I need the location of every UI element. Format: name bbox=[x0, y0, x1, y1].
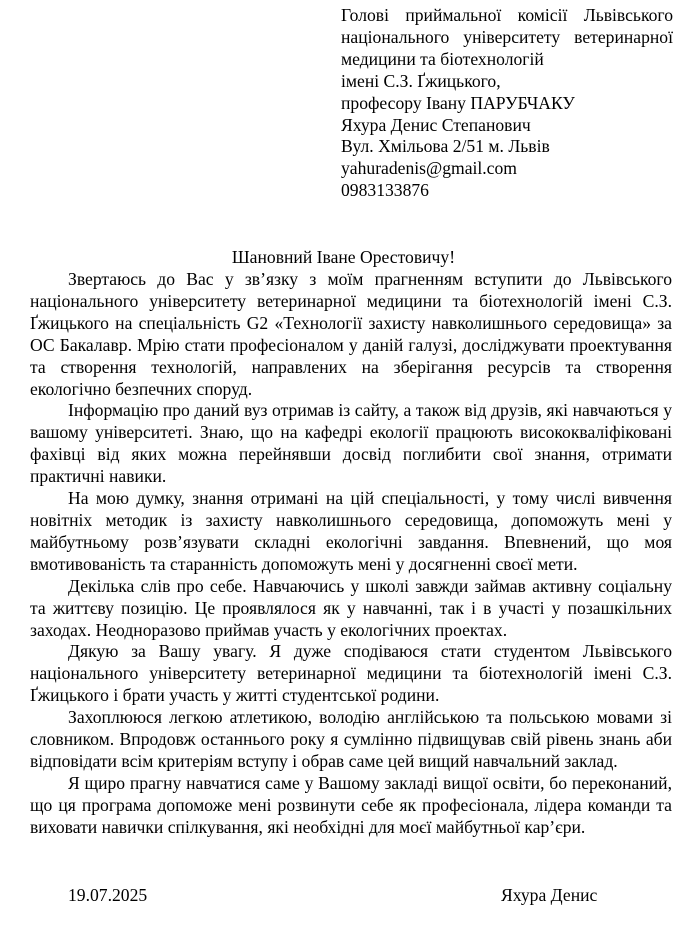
addressee-block bbox=[341, 5, 673, 202]
paragraph: Дякую за Вашу увагу. Я дуже сподіваюся стати студентом Львівського національного університету ветеринарної медицини та біотехнологій імені С.З. Ґжицького і брати участь у житті студентської родини. bbox=[30, 641, 672, 706]
letter-body bbox=[30, 269, 672, 839]
sender-phone: 0983133876 bbox=[341, 180, 429, 201]
addressee-line: національного університету ветеринарної bbox=[341, 26, 673, 47]
paragraph: Я щиро прагну навчатися саме у Вашому закладі вищої освіти, бо переконаний, що ця програма допоможе мені розвинути себе як професіонала, лідера команди та виховати навички спілкування, які необхідні для моєї майбутньої кар’єри. bbox=[30, 772, 672, 837]
paragraph: Інформацію про даний вуз отримав із сайту, а також від друзів, які навчаються у вашому університеті. Знаю, що на кафедрі екології працюють висококваліфіковані фахівці від яких можна перейнявши досвід поглибити свої знання, отримати практичні навики. bbox=[30, 400, 672, 487]
paragraph: Декілька слів про себе. Навчаючись у школі завжди займав активну соціальну та життєву позицію. Це проявлялося як у навчанні, так і в участі у позашкільних заходах. Неодноразово приймав участь у екологічних проектах. bbox=[30, 575, 672, 640]
addressee-line: Голові приймальної комісії Львівського bbox=[341, 5, 673, 25]
signature: Яхура Денис bbox=[501, 885, 598, 905]
sender-name: Яхура Денис Степанович bbox=[341, 114, 531, 135]
paragraph: На мою думку, знання отримані на цій спеціальності, у тому числі вивчення новітніх методик із захисту навколишнього середовища, допоможуть мені у майбутньому розв’язувати складні екологічні завдання. Впевнений, що моя вмотивованість та старанність допоможуть мені у досягненні своєї мети. bbox=[30, 488, 672, 574]
salutation: Шановний Іване Орестовичу! bbox=[231, 247, 456, 267]
sender-email: yahuradenis@gmail.com bbox=[341, 158, 517, 179]
addressee-line: медицини та біотехнологій bbox=[341, 48, 544, 69]
sender-address: Вул. Хмільова 2/51 м. Львів bbox=[341, 136, 550, 157]
addressee-line: імені С.З. Ґжицького, bbox=[341, 70, 501, 91]
addressee-line: професору Івану ПАРУБЧАКУ bbox=[341, 92, 575, 113]
letter-date: 19.07.2025 bbox=[68, 885, 148, 905]
paragraph: Захоплююся легкою атлетикою, володію англійською та польською мовами зі словником. Впродовж останнього року я сумлінно підвищував свій рівень знань аби відповідати всім критеріям вступу і обрав саме цей вищий навчальний заклад. bbox=[30, 707, 672, 771]
paragraph: Звертаюсь до Вас у зв’язку з моїм прагненням вступити до Львівського національного університету ветеринарної медицини та біотехнологій імені С.З. Ґжицького на спеціальність G2 «Технології захисту навколишнього середовища» за ОС Бакалавр. Мрію стати професіоналом у даній галузі, досліджувати проектування та створення технологій, направлених на зберігання ресурсів та створення екологічно безпечних споруд. bbox=[30, 269, 672, 399]
